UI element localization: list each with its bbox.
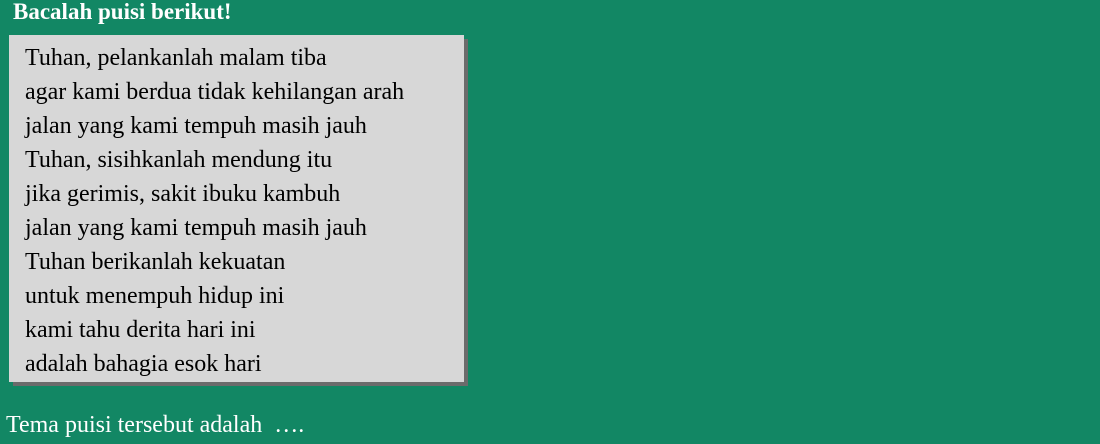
poem-line-3: jalan yang kami tempuh masih jauh bbox=[25, 113, 367, 139]
poem-line-4: Tuhan, sisihkanlah mendung itu bbox=[25, 147, 333, 173]
poem-line-6: jalan yang kami tempuh masih jauh bbox=[25, 215, 367, 241]
poem-line-10: adalah bahagia esok hari bbox=[25, 351, 262, 377]
poem-lines bbox=[25, 41, 404, 381]
poem-line-5: jika gerimis, sakit ibuku kambuh bbox=[25, 181, 341, 207]
poem-line-1: Tuhan, pelankanlah malam tiba bbox=[25, 45, 327, 71]
instruction-heading: Bacalah puisi berikut! bbox=[13, 0, 232, 24]
poem-line-7: Tuhan berikanlah kekuatan bbox=[25, 249, 286, 275]
question-text: Tema puisi tersebut adalah …. bbox=[6, 412, 305, 438]
poem-box bbox=[9, 35, 464, 382]
poem-line-8: untuk menempuh hidup ini bbox=[25, 283, 285, 309]
poem-line-2: agar kami berdua tidak kehilangan arah bbox=[25, 79, 405, 105]
poem-line-9: kami tahu derita hari ini bbox=[25, 317, 256, 343]
